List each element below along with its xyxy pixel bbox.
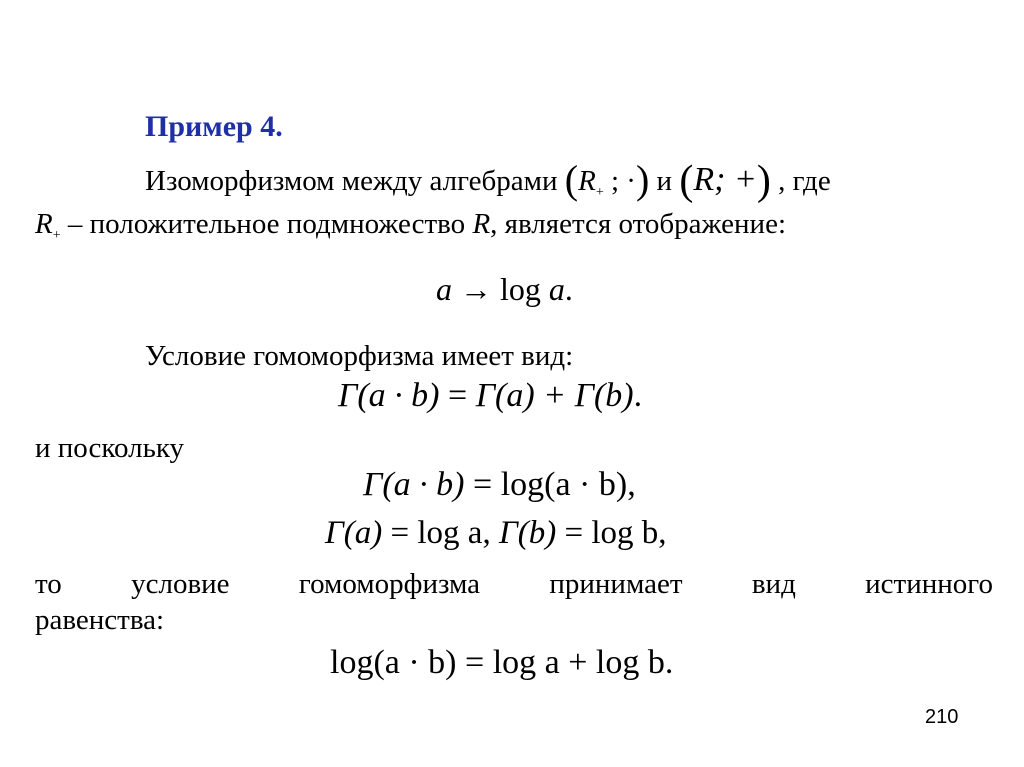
formula-gamma-general: Γ(a · b) = Γ(a) + Γ(b). xyxy=(338,377,643,414)
definition-line xyxy=(35,208,786,244)
arrow-icon: → xyxy=(460,271,492,307)
intro-text: Изоморфизмом между алгебрами xyxy=(145,165,558,197)
definition-text: – положительное подмножество xyxy=(67,208,466,240)
final-formula: log(a · b) = log a + log b. xyxy=(330,644,674,681)
conclusion-word: вид xyxy=(751,568,796,600)
r-symbol: R xyxy=(472,208,491,240)
conclusion-word: то xyxy=(35,568,62,600)
since-label: и поскольку xyxy=(35,432,184,464)
definition-tail: , является отображение: xyxy=(490,208,787,240)
conclusion-line xyxy=(35,568,993,601)
formula-gamma-log-each: Γ(a) = log a, Γ(b) = log b, xyxy=(325,515,667,551)
intro-line xyxy=(145,157,831,204)
conclusion-word: условие xyxy=(131,568,230,600)
conclusion-word: истинного xyxy=(865,568,993,600)
intro-tail: , где xyxy=(778,165,831,197)
mapping-formula: a → log a. xyxy=(436,271,573,307)
conjunction: и xyxy=(656,165,673,197)
homomorphism-condition-label: Условие гомоморфизма имеет вид: xyxy=(145,340,574,372)
example-heading: Пример 4. xyxy=(145,110,283,143)
r-plus-subscript: + xyxy=(52,228,61,243)
page-number: 210 xyxy=(925,706,959,728)
conclusion-word: принимает xyxy=(549,568,683,600)
first-algebra: ($R_+$ ; ·) xyxy=(564,157,650,202)
formula-gamma-log-ab: Γ(a · b) = log(a · b), xyxy=(363,466,636,503)
conclusion-tail: равенства: xyxy=(35,604,165,636)
second-algebra: (R; +) xyxy=(679,158,771,204)
conclusion-word: гомоморфизма xyxy=(298,568,481,600)
r-plus-symbol: R xyxy=(35,208,53,240)
